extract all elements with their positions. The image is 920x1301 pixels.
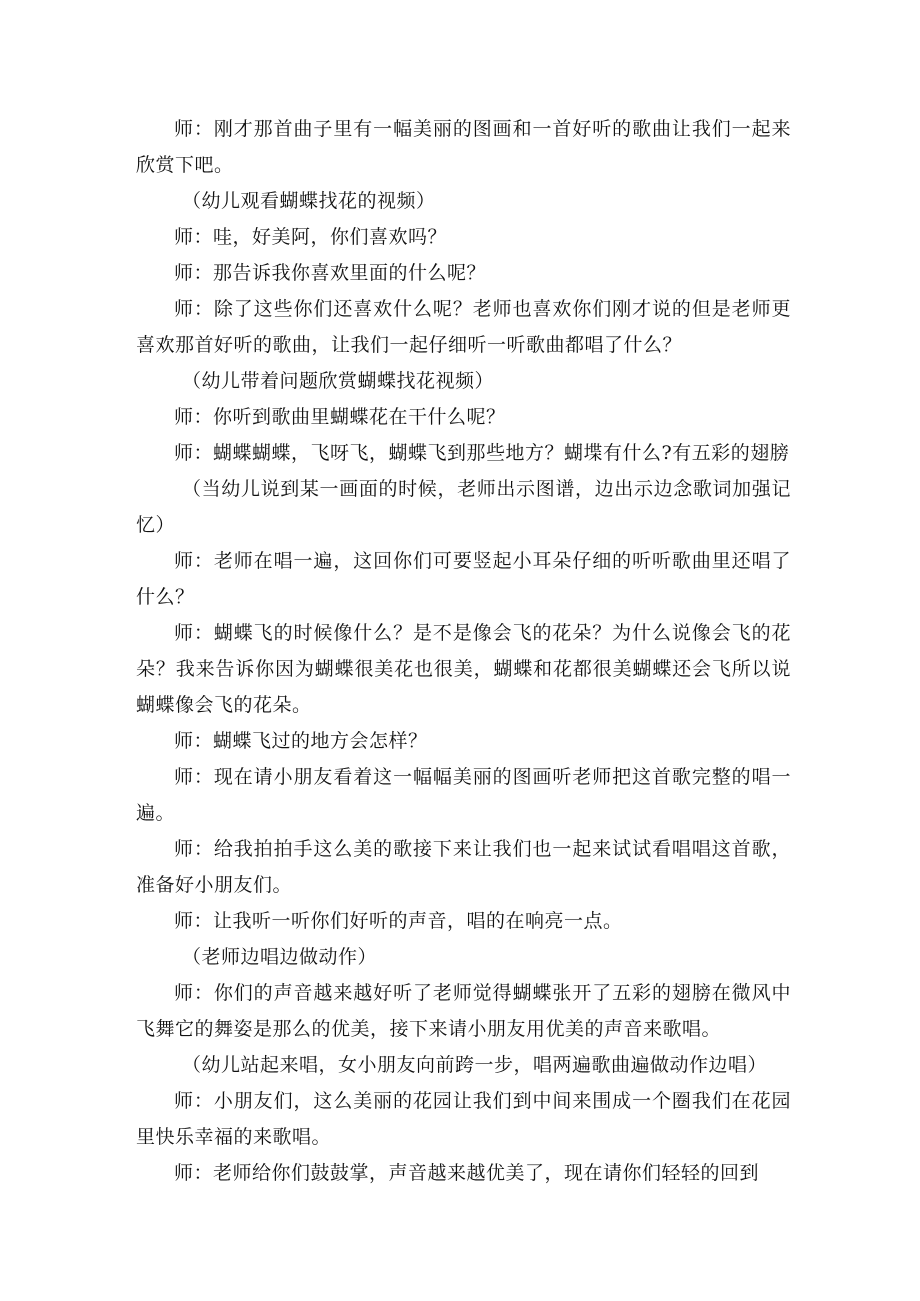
teacher-speech-paragraph: 师：你们的声音越来越好听了老师觉得蝴蝶张开了五彩的翅膀在微风中飞舞它的舞姿是那么的优美，接下来请小朋友用优美的声音来歌唱。	[136, 982, 791, 1040]
stage-direction-paragraph: （幼儿带着问题欣赏蝴蝶找花视频）	[182, 370, 495, 392]
stage-direction-paragraph: （老师边唱边做动作）	[182, 946, 378, 968]
stage-direction-paragraph: （幼儿站起来唱，女小朋友向前跨一步，唱两遍歌曲遍做动作边唱）	[182, 1054, 768, 1076]
teacher-speech-paragraph: 师：小朋友们，这么美丽的花园让我们到中间来围成一个圈我们在花园里快乐幸福的来歌唱。	[136, 1090, 791, 1148]
stage-direction-paragraph: （幼儿观看蝴蝶找花的视频）	[182, 190, 436, 212]
lesson-transcript	[136, 111, 791, 1191]
teacher-speech-paragraph: 师：哇，好美阿，你们喜欢吗？	[174, 226, 448, 248]
teacher-speech-paragraph: 师：蝴蝶飞的时候像什么？是不是像会飞的花朵？为什么说像会飞的花朵？我来告诉你因为蝴蝶很美花也很美，蝴蝶和花都很美蝴蝶还会飞所以说蝴蝶像会飞的花朵。	[136, 622, 791, 716]
teacher-speech-paragraph: 师：给我拍拍手这么美的歌接下来让我们也一起来试试看唱唱这首歌，准备好小朋友们。	[136, 838, 791, 896]
teacher-speech-paragraph: 师：现在请小朋友看着这一幅幅美丽的图画听老师把这首歌完整的唱一遍。	[136, 766, 791, 824]
teacher-speech-paragraph: 师：让我听一听你们好听的声音，唱的在响亮一点。	[174, 910, 623, 932]
teacher-speech-paragraph: 师：蝴蝶飞过的地方会怎样？	[174, 730, 428, 752]
stage-direction-paragraph: （当幼儿说到某一画面的时候，老师出示图谱，边出示边念歌词加强记忆）	[136, 478, 791, 536]
teacher-speech-paragraph: 师：那告诉我你喜欢里面的什么呢？	[174, 262, 487, 284]
teacher-speech-paragraph: 师：刚才那首曲子里有一幅美丽的图画和一首好听的歌曲让我们一起来欣赏下吧。	[136, 118, 791, 176]
teacher-speech-paragraph: 师：老师在唱一遍，这回你们可要竖起小耳朵仔细的听听歌曲里还唱了什么？	[136, 550, 791, 608]
teacher-speech-paragraph: 师：你听到歌曲里蝴蝶花在干什么呢？	[174, 406, 506, 428]
teacher-speech-paragraph: 师：蝴蝶蝴蝶，飞呀飞，蝴蝶飞到那些地方？蝴堞有什么?有五彩的翅膀	[174, 442, 790, 464]
teacher-speech-paragraph: 师：除了这些你们还喜欢什么呢？老师也喜欢你们刚才说的但是老师更喜欢那首好听的歌曲，让我们一起仔细听一听歌曲都唱了什么？	[136, 298, 791, 356]
teacher-speech-paragraph: 师：老师给你们鼓鼓掌，声音越来越优美了，现在请你们轻轻的回到	[174, 1162, 760, 1184]
